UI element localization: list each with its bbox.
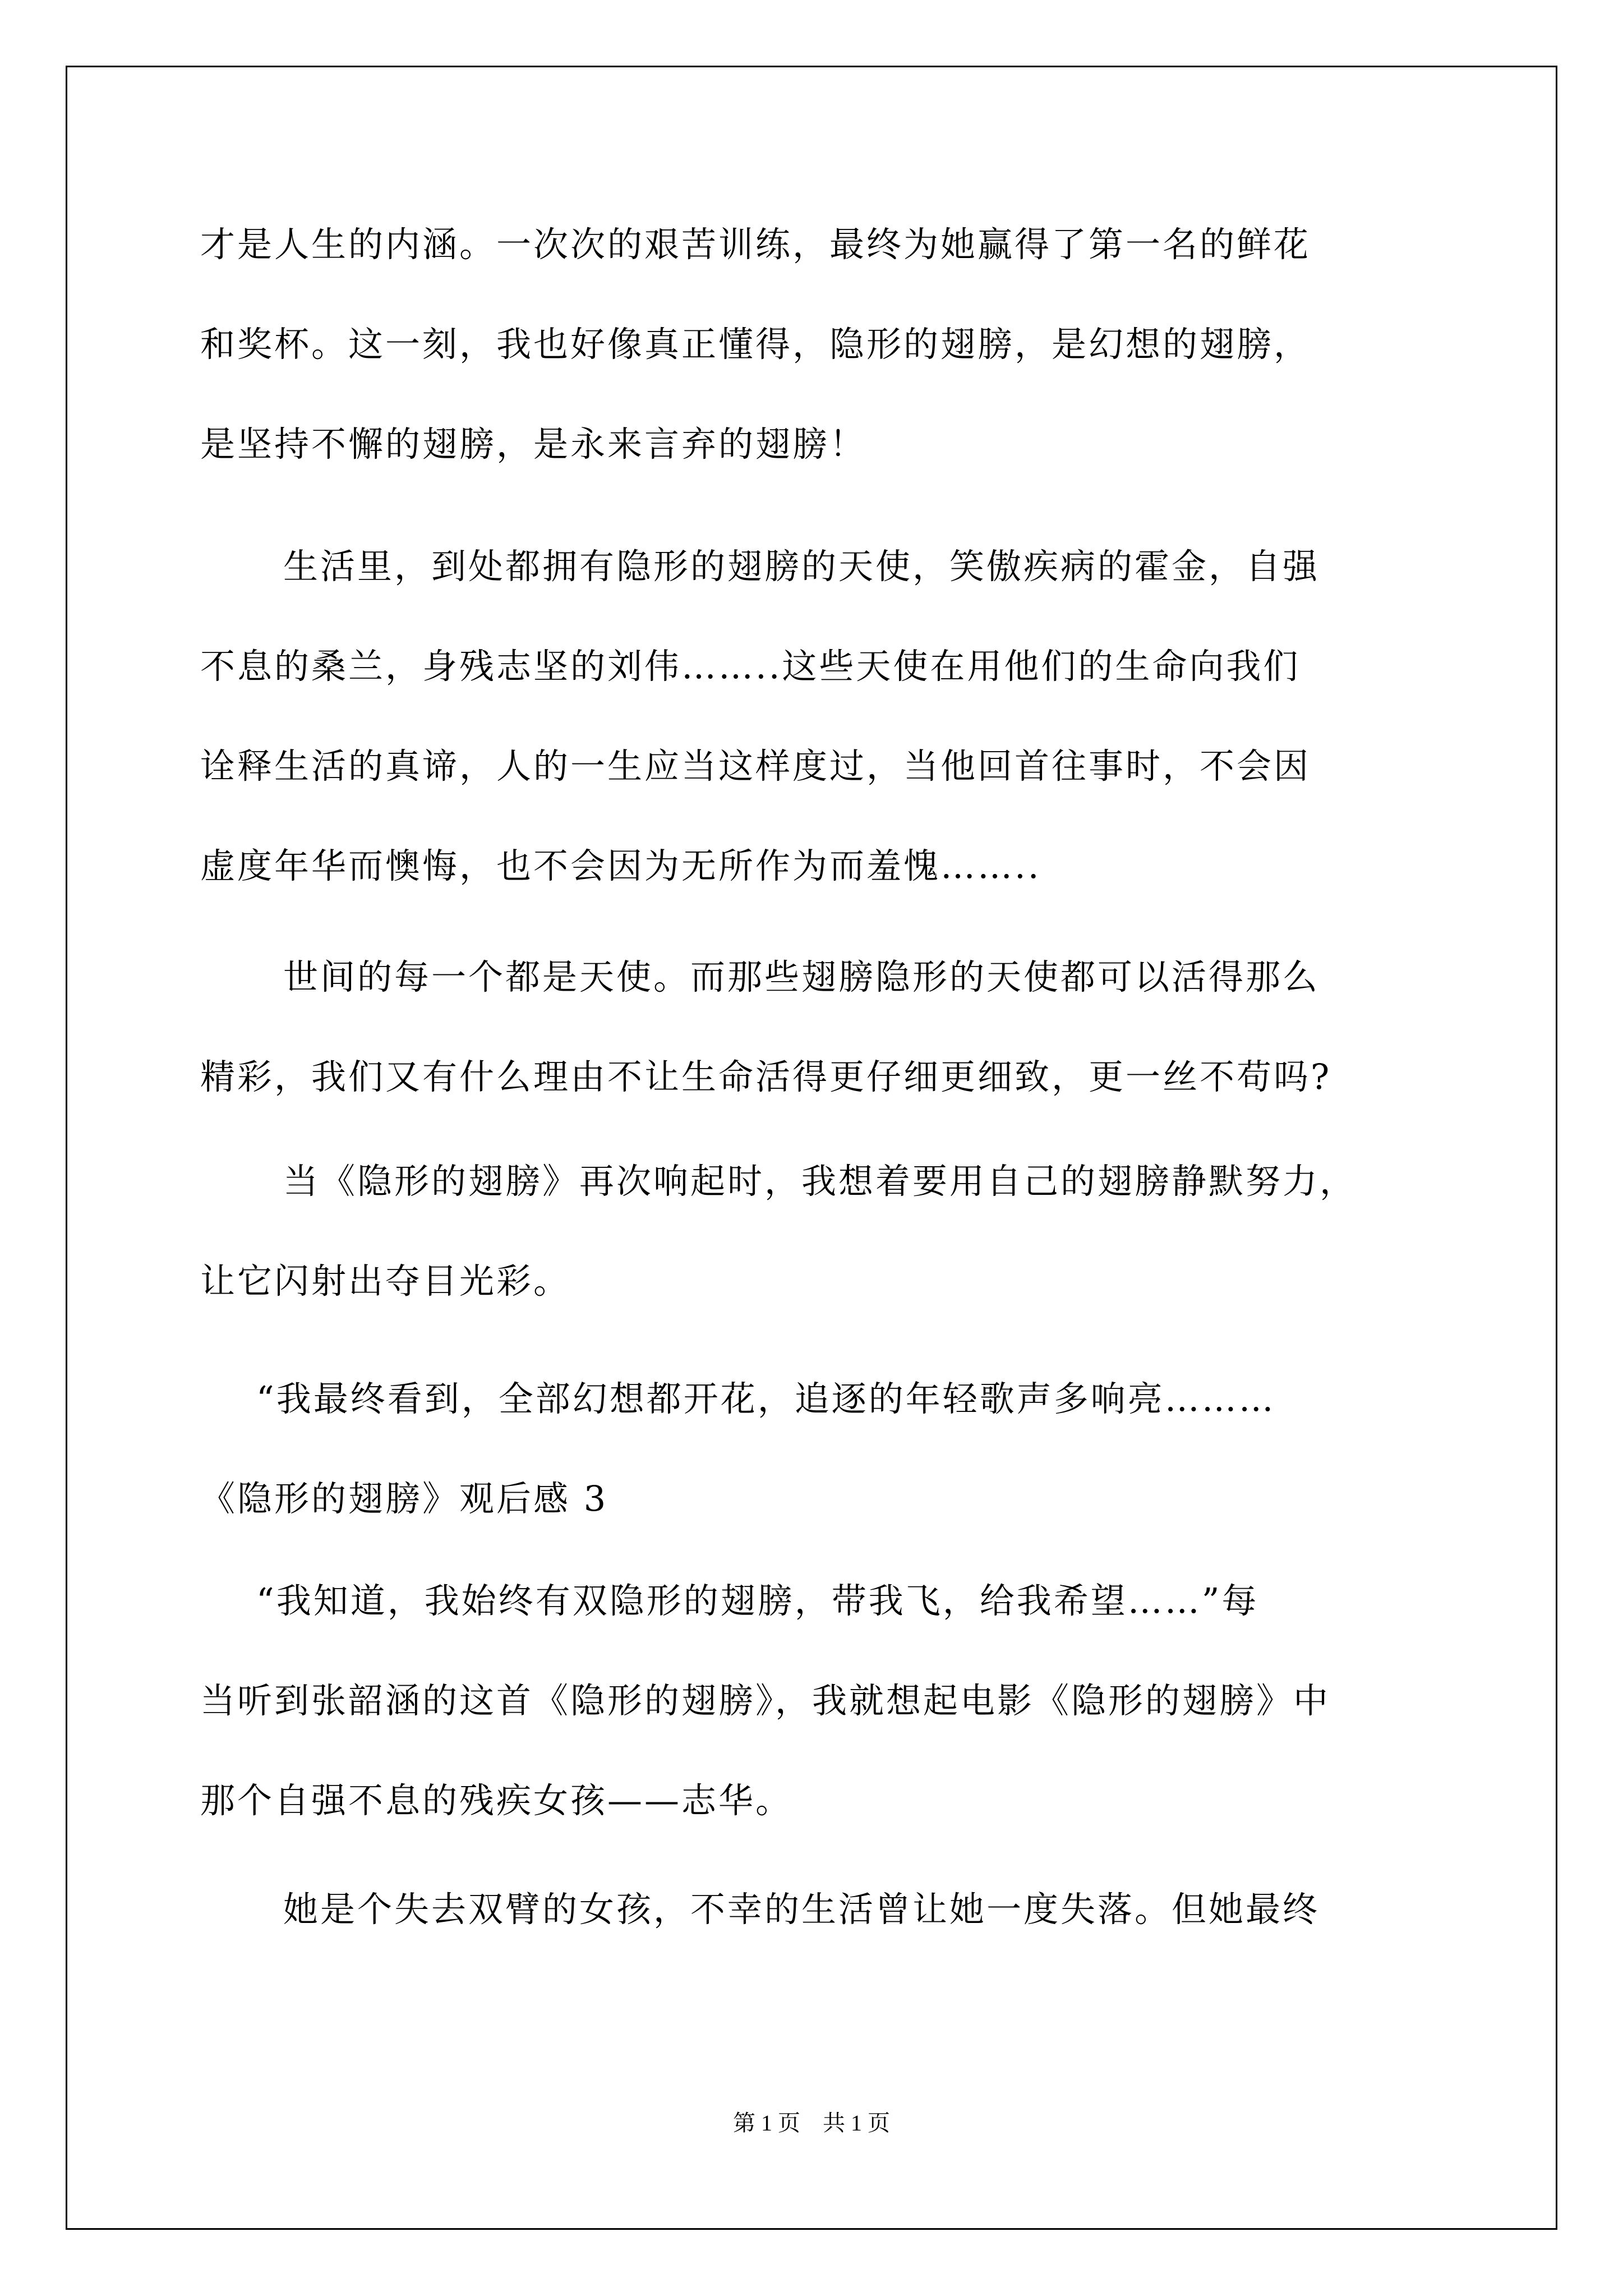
page-footer: 第 1 页 共 1 页 bbox=[733, 2110, 890, 2136]
section-heading: 《隐形的翅膀》观后感 3 bbox=[200, 1478, 608, 1519]
text-line: 精彩，我们又有什么理由不让生命活得更仔细更细致，更一丝不苟吗? bbox=[200, 1056, 1332, 1097]
text-line: 才是人生的内涵。一次次的艰苦训练，最终为她赢得了第一名的鲜花 bbox=[200, 224, 1311, 265]
text-line: 让它闪射出夺目光彩。 bbox=[200, 1260, 571, 1301]
text-line: “我知道，我始终有双隐形的翅膀，带我飞，给我希望……”每 bbox=[256, 1580, 1259, 1621]
text-line: 世间的每一个都是天使。而那些翅膀隐形的天使都可以活得那么 bbox=[283, 956, 1320, 997]
text-line: “我最终看到，全部幻想都开花，追逐的年轻歌声多响亮……… bbox=[256, 1378, 1276, 1419]
text-line: 虚度年华而懊悔，也不会因为无所作为而羞愧…….. bbox=[200, 845, 1041, 886]
text-line: 生活里，到处都拥有隐形的翅膀的天使，笑傲疾病的霍金，自强 bbox=[283, 546, 1320, 587]
text-line: 诠释生活的真谛，人的一生应当这样度过，当他回首往事时，不会因 bbox=[200, 746, 1311, 786]
text-line: 她是个失去双臂的女孩，不幸的生活曾让她一度失落。但她最终 bbox=[283, 1889, 1320, 1930]
text-line: 当听到张韶涵的这首《隐形的翅膀》，我就想起电影《隐形的翅膀》中 bbox=[200, 1680, 1331, 1721]
text-line: 和奖杯。这一刻，我也好像真正懂得，隐形的翅膀，是幻想的翅膀， bbox=[200, 324, 1311, 365]
text-line: 不息的桑兰，身残志坚的刘伟……..这些天使在用他们的生命向我们 bbox=[200, 646, 1301, 687]
text-line: 那个自强不息的残疾女孩——志华。 bbox=[200, 1780, 793, 1821]
text-line: 当《隐形的翅膀》再次响起时，我想着要用自己的翅膀静默努力， bbox=[283, 1161, 1357, 1202]
text-line: 是坚持不懈的翅膀，是永来言弃的翅膀！ bbox=[200, 424, 867, 464]
